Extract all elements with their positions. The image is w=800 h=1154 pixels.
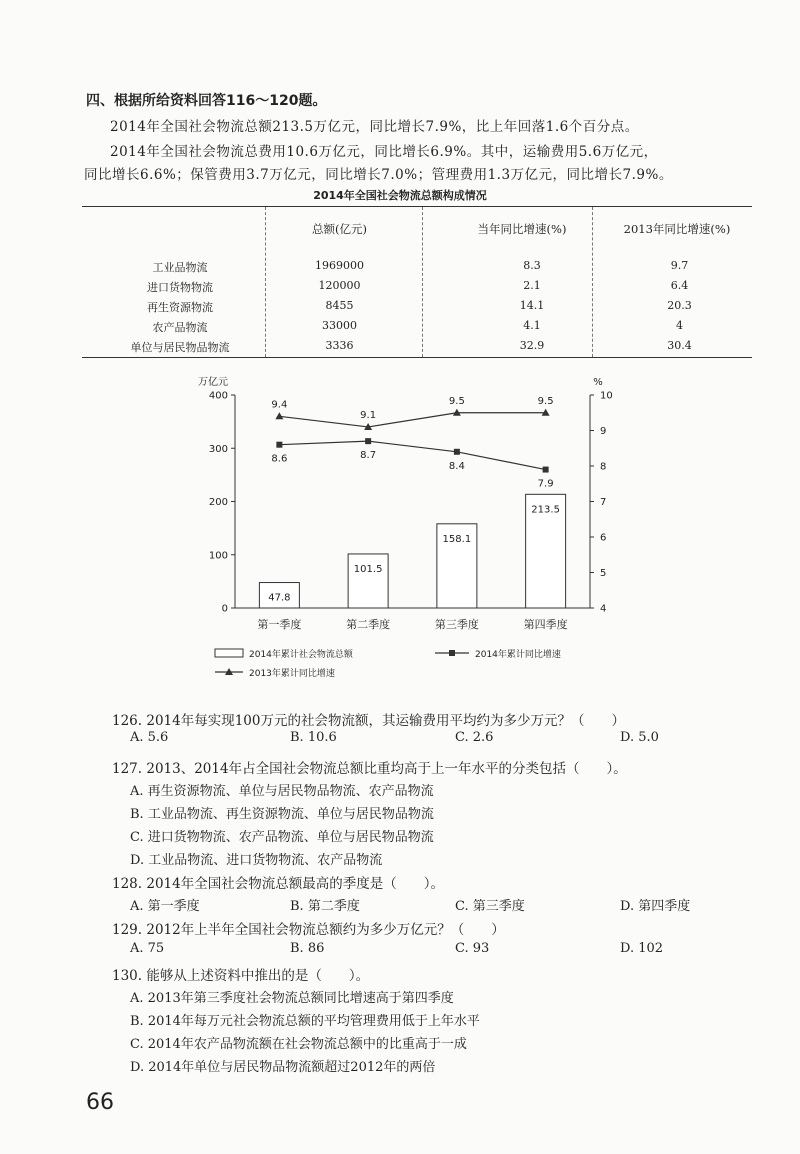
line-label: 8.7 [360,450,377,462]
line-label: 8.6 [271,453,288,465]
table-header-2014: 当年同比增速(%) [477,222,567,236]
paragraph-3: 同比增长6.6%；保管费用3.7万亿元，同比增长7.0%；管理费用1.3万亿元，同比增长7.9%。 [84,167,673,183]
option-128-d: D. 第四季度 [620,899,691,914]
line-point [276,442,282,448]
line-point [543,467,549,473]
line-label: 9.5 [448,395,465,407]
option-127-a: A. 再生资源物流、单位与居民物品物流、农产品物流 [130,784,434,799]
x-tick-label: 第一季度 [257,618,302,631]
line-label: 9.1 [360,409,377,421]
legend-label-2013: 2013年累计同比增速 [249,669,335,679]
question-127: 127. 2013、2014年占全国社会物流总额比重均高于上一年水平的分类包括（ ）。 [112,761,627,777]
table-header-total: 总额(亿元) [312,222,367,236]
x-tick-label: 第二季度 [346,618,391,631]
tick-label-right: 8 [600,461,607,473]
option-130-a: A. 2013年第三季度社会物流总额同比增速高于第四季度 [130,991,454,1006]
y-axis-label-right: % [593,377,603,388]
tick-label-right: 7 [600,497,607,508]
tick-label-right: 6 [600,532,607,544]
legend-bar-swatch [215,649,243,657]
question-130: 130. 能够从上述资料中推出的是（ ）。 [112,968,370,984]
y-axis-label-left: 万亿元 [198,377,228,388]
tick-label-left: 200 [208,497,228,508]
quarterly-chart [195,370,665,695]
option-126-d: D. 5.0 [620,730,659,745]
line-point [454,449,460,455]
option-128-b: B. 第二季度 [290,899,360,914]
line-label: 8.4 [448,460,465,472]
question-126: 126. 2014年每实现100万元的社会物流额，其运输费用平均约为多少万元？（ ） [112,713,625,729]
bar-label: 213.5 [531,504,560,516]
option-129-a: A. 75 [130,941,165,956]
tick-label-right: 10 [600,390,613,402]
bar-label: 47.8 [268,592,291,604]
tick-label-left: 0 [221,603,228,615]
line-label: 9.5 [537,395,554,407]
data-table [82,206,752,358]
tick-label-right: 5 [600,568,607,579]
option-126-a: A. 5.6 [130,730,169,745]
tick-label-left: 400 [208,390,228,402]
legend-label-bar: 2014年累计社会物流总额 [249,650,353,660]
question-128: 128. 2014年全国社会物流总额最高的季度是（ ）。 [112,876,444,892]
option-127-c: C. 进口货物物流、农产品物流、单位与居民物品物流 [130,830,434,845]
table-title: 2014年全国社会物流总额构成情况 [313,189,487,202]
tick-label-right: 4 [600,603,607,615]
page-number: 66 [86,1090,114,1115]
option-129-c: C. 93 [455,941,490,956]
option-127-b: B. 工业品物流、再生资源物流、单位与居民物品物流 [130,807,434,822]
bar-label: 101.5 [353,563,383,575]
series-line [279,413,545,427]
legend-marker-2014 [449,650,455,656]
paragraph-1: 2014年全国社会物流总额213.5万亿元，同比增长7.9%，比上年回落1.6个百分点。 [110,119,639,135]
paragraph-2: 2014年全国社会物流总费用10.6万亿元，同比增长6.9%。其中，运输费用5.6万亿元， [110,144,658,160]
option-126-c: C. 2.6 [455,730,494,745]
table-header-2013: 2013年同比增速(%) [623,222,731,236]
table-row: 工业品物流 1969000 8.3 9.7 [152,259,689,274]
bar-label: 158.1 [442,533,472,545]
tick-label-left: 300 [208,443,228,455]
line-point [275,412,283,419]
line-label: 9.4 [271,399,288,411]
line-point [365,438,371,444]
option-130-d: D. 2014年单位与居民物品物流额超过2012年的两倍 [130,1060,436,1075]
option-130-c: C. 2014年农产品物流额在社会物流总额中的比重高于一成 [130,1037,467,1052]
option-129-d: D. 102 [620,941,664,956]
option-128-a: A. 第一季度 [130,899,200,914]
table-row: 进口货物物流 120000 2.1 6.4 [147,279,689,294]
table-row: 再生资源物流 8455 14.1 20.3 [147,299,692,314]
option-129-b: B. 86 [290,941,325,956]
option-127-d: D. 工业品物流、进口货物物流、农产品物流 [130,853,383,868]
table-row: 单位与居民物品物流 3336 32.9 30.4 [130,339,692,354]
tick-label-left: 100 [208,550,228,562]
x-tick-label: 第四季度 [523,618,568,631]
question-129: 129. 2012年上半年全国社会物流总额约为多少万亿元？（ ） [112,922,505,938]
x-tick-label: 第三季度 [434,618,479,631]
table-row: 农产品物流 33000 4.1 4 [152,319,683,334]
option-128-c: C. 第三季度 [455,899,525,914]
series-line [279,441,545,469]
tick-label-right: 9 [600,426,607,437]
option-130-b: B. 2014年每万元社会物流总额的平均管理费用低于上年水平 [130,1014,480,1029]
bar [348,554,388,608]
section-heading: 四、根据所给资料回答116～120题。 [86,93,327,109]
option-126-b: B. 10.6 [290,730,337,745]
legend-label-2014: 2014年累计同比增速 [475,650,561,660]
line-label: 7.9 [537,478,554,490]
